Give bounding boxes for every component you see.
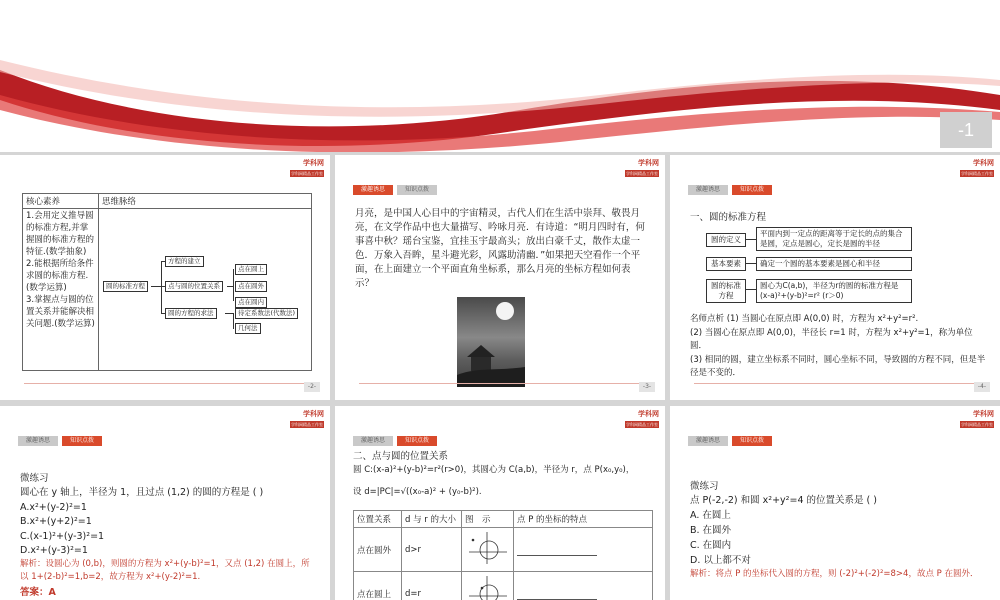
moon-paragraph: 月亮，是中国人心目中的宇宙精灵，古代人们在生活中崇拜、敬畏月亮，在文学作品中也大量描写、吟咏月亮．有诗道：“明月四时有，何事喜中秋？瑶台宝鉴，宜挂玉宇最高头；放出白豪千丈，散作太虚一色．万象入吾眸，星斗避光彩，风露助清幽．”如果把天空看作一个平面，在上面建立一个平面直角坐标系，那么月亮的坐标方程如何表示？ xyxy=(355,208,645,289)
slide-moon-intro xyxy=(335,155,665,400)
label-definition: 圆的定义 xyxy=(706,233,746,247)
mind-position: 点与圆的位置关系 xyxy=(165,281,223,292)
distance-formula: 设 d=|PC|=√((x₀-a)² + (y₀-b)²). xyxy=(353,487,482,497)
note-1: 名师点析 (1) 当圆心在原点即 A(0,0) 时，方程为 x²+y²=r². xyxy=(690,314,919,324)
literacy-table xyxy=(22,193,312,371)
tab-knowledge[interactable]: 知识点拨 xyxy=(397,185,437,195)
relation-outside: 点在圆外 xyxy=(354,528,402,572)
relation-table xyxy=(353,510,653,600)
mind-map-cell xyxy=(99,209,312,371)
logo: 学科网 学科网精品工作室 xyxy=(291,159,324,176)
exercise-question: 点 P(-2,-2) 和圆 x²+y²=4 的位置关系是 ( ) xyxy=(690,495,877,506)
logo: 学科网 学科网精品工作室 xyxy=(961,159,994,176)
tab-intro[interactable]: 激趣诱思 xyxy=(353,436,393,446)
note-2: (2) 当圆心在原点即 A(0,0)，半径长 r=1 时，方程为 x²+y²=1，称为单位圆． xyxy=(690,328,973,351)
content-standard-equation: 圆心为C(a,b)，半径为r的圆的标准方程是(x-a)²+(y-b)²=r² (r＞0) xyxy=(756,279,912,303)
section-title: 二、点与圆的位置关系 xyxy=(353,451,449,462)
moon-photo xyxy=(457,297,525,387)
option-c[interactable]: C.(x-1)²+(y-3)²=1 xyxy=(20,531,105,542)
tab-knowledge[interactable]: 知识点拨 xyxy=(62,436,102,446)
figure-on xyxy=(462,572,514,600)
compare-on: d=r xyxy=(402,572,462,600)
mind-root: 圆的标准方程 xyxy=(103,281,148,292)
goal-2: 2.能根据所给条件求圆的标准方程.(数学运算) xyxy=(26,259,94,293)
title-banner xyxy=(0,0,1000,152)
slide-standard-equation xyxy=(670,155,1000,400)
mind-geometric: 几何法 xyxy=(235,323,261,334)
analysis-text: 解析：将点 P 的坐标代入圆的方程，则 (-2)²+(-2)²=8>4，故点 P 在圆外． xyxy=(690,569,979,579)
label-elements: 基本要素 xyxy=(706,257,746,271)
note-3: (3) 相同的圆，建立坐标系不同时，圆心坐标不同，导致圆的方程不同，但是半径是不变的． xyxy=(690,355,986,378)
moon-landscape-icon xyxy=(457,297,525,387)
exercise-title: 微练习 xyxy=(690,481,719,492)
slide-number: -2- xyxy=(304,382,320,392)
section-title: 一、圆的标准方程 xyxy=(690,212,767,223)
header-feature: 点 P 的坐标的特点 xyxy=(514,511,653,528)
logo: 学科网 学科网精品工作室 xyxy=(291,410,324,427)
answer-text: 答案：A xyxy=(20,587,56,598)
slide-number: -4- xyxy=(974,382,990,392)
mind-undetermined: 待定系数法(代数法) xyxy=(235,308,298,319)
goal-3: 3.掌握点与圆的位置关系并能解决相关问题.(数学运算) xyxy=(26,295,95,329)
tab-intro[interactable]: 激趣诱思 xyxy=(18,436,58,446)
header-figure: 图 示 xyxy=(462,511,514,528)
mind-on-circle: 点在圆上 xyxy=(235,264,267,275)
circle-definition: 圆 C:(x-a)²+(y-b)²=r²(r>0)，其圆心为 C(a,b)，半径为 r，点 P(x₀,y₀)， xyxy=(353,465,635,475)
slide-exercise-2 xyxy=(670,406,1000,600)
slide-exercise-1 xyxy=(0,406,330,600)
compare-outside: d>r xyxy=(402,528,462,572)
logo: 学科网 学科网精品工作室 xyxy=(626,410,659,427)
logo: 学科网 学科网精品工作室 xyxy=(961,410,994,427)
option-b[interactable]: B.x²+(y+2)²=1 xyxy=(20,516,92,527)
slide-core-literacy xyxy=(0,155,330,400)
option-c[interactable]: C. 在圆内 xyxy=(690,540,732,551)
logo: 学科网 学科网精品工作室 xyxy=(626,159,659,176)
mind-inside: 点在圆内 xyxy=(235,297,267,308)
header-relation: 位置关系 xyxy=(354,511,402,528)
circle-point-outside-icon xyxy=(465,530,509,566)
label-standard-equation: 圆的标准方程 xyxy=(706,279,746,303)
analysis-text: 解析：设圆心为 (0,b)，则圆的方程为 x²+(y-b)²=1，又点 (1,2) 在圆上，所以 1+(2-b)²=1,b=2，故方程为 x²+(y-2)²=1. xyxy=(20,559,310,582)
red-ribbon-decoration xyxy=(0,0,1000,152)
mind-build: 方程的建立 xyxy=(165,256,204,267)
goal-1: 1.会用定义推导圆的标准方程,并掌握圆的标准方程的特征.(数学抽象) xyxy=(26,211,95,257)
page-number: -1 xyxy=(940,112,992,148)
exercise-question: 圆心在 y 轴上，半径为 1，且过点 (1,2) 的圆的方程是 ( ) xyxy=(20,487,264,498)
option-b[interactable]: B. 在圆外 xyxy=(690,525,732,536)
col-header-core: 核心素养 xyxy=(23,194,99,209)
col-header-mind: 思维脉络 xyxy=(99,194,312,209)
content-elements: 确定一个圆的基本要素是圆心和半径 xyxy=(756,257,912,271)
tab-knowledge[interactable]: 知识点拨 xyxy=(732,436,772,446)
tab-intro[interactable]: 激趣诱思 xyxy=(688,185,728,195)
feature-on[interactable] xyxy=(514,572,653,600)
option-a[interactable]: A.x²+(y-2)²=1 xyxy=(20,502,87,513)
header-compare: d 与 r 的大小 xyxy=(402,511,462,528)
circle-point-on-icon xyxy=(465,574,509,600)
slide-number: -3- xyxy=(639,382,655,392)
mind-outside: 点在圆外 xyxy=(235,281,267,292)
figure-outside xyxy=(462,528,514,572)
mind-method: 圆的方程的求法 xyxy=(165,308,217,319)
content-definition: 平面内到一定点的距离等于定长的点的集合是圆，定点是圆心，定长是圆的半径 xyxy=(756,227,912,251)
option-d[interactable]: D.x²+(y-3)²=1 xyxy=(20,545,88,556)
tab-knowledge[interactable]: 知识点拨 xyxy=(732,185,772,195)
relation-on: 点在圆上 xyxy=(354,572,402,600)
option-d[interactable]: D. 以上都不对 xyxy=(690,555,751,566)
tab-intro[interactable]: 激趣诱思 xyxy=(688,436,728,446)
slide-point-circle-relation xyxy=(335,406,665,600)
option-a[interactable]: A. 在圆上 xyxy=(690,510,731,521)
feature-outside[interactable] xyxy=(514,528,653,572)
tab-knowledge[interactable]: 知识点拨 xyxy=(397,436,437,446)
exercise-title: 微练习 xyxy=(20,473,49,484)
tab-intro[interactable]: 激趣诱思 xyxy=(353,185,393,195)
